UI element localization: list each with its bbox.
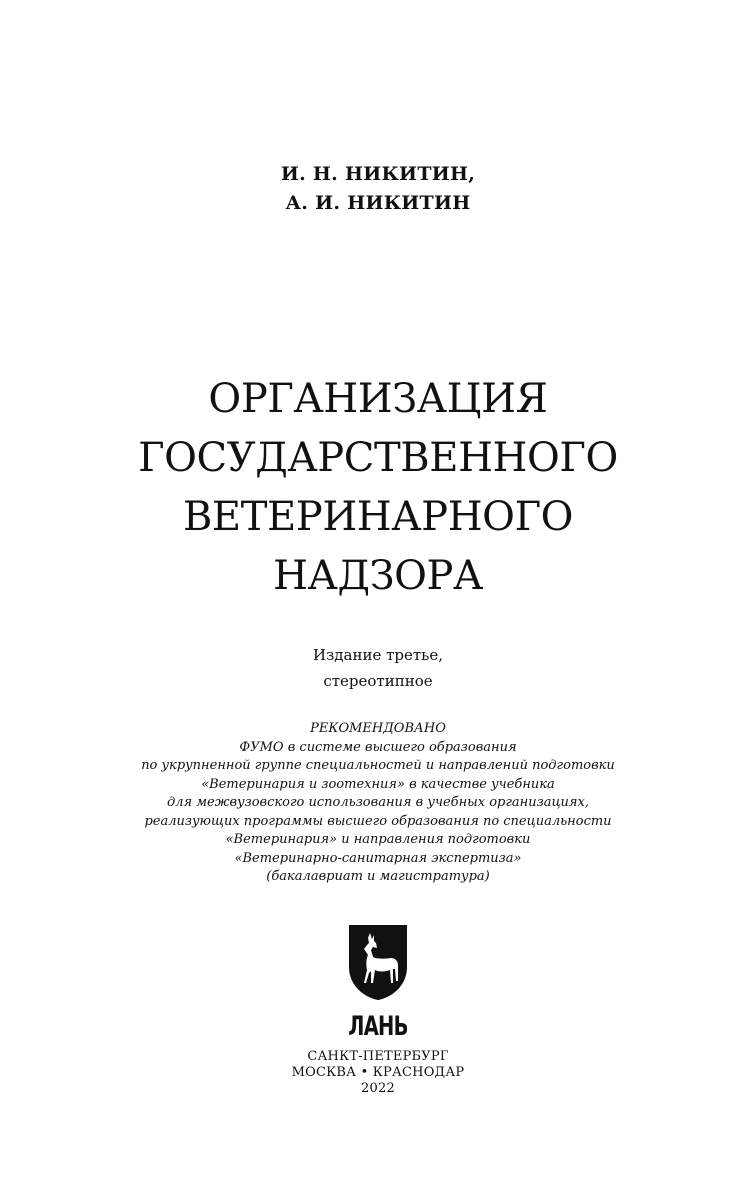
recommendation-line-6: реализующих программы высшего образования по специальности (144, 813, 612, 829)
recommendation-line-4: «Ветеринария и зоотехния» в качестве учебника (201, 776, 555, 792)
edition-line-2: стереотипное (323, 672, 433, 690)
title-line-4: НАДЗОРА (273, 553, 483, 599)
author-1: И. Н. НИКИТИН, (280, 163, 476, 185)
recommendation-line-7: «Ветеринария» и направления подготовки (225, 832, 531, 847)
recommendation-line-3: по укрупненной группе специальностей и направлений подготовки (141, 758, 615, 773)
imprint-year: 2022 (361, 1081, 395, 1096)
edition-note (0, 642, 756, 694)
imprint-cities-2: МОСКВА • КРАСНОДАР (291, 1065, 465, 1080)
publisher-logo (0, 923, 756, 1041)
recommendation-line-5: для межвузовского использования в учебных организациях, (167, 795, 589, 810)
recommendation-line-9: (бакалавриат и магистратура) (266, 869, 490, 884)
title-line-3: ВЕТЕРИНАРНОГО (182, 494, 574, 540)
publisher-logo-word: ЛАНЬ (348, 1011, 408, 1042)
deer-shield-icon (347, 923, 409, 1001)
recommendation-line-2: ФУМО в системе высшего образования (239, 739, 517, 755)
book-title (0, 370, 756, 606)
title-line-1: ОРГАНИЗАЦИЯ (208, 376, 548, 422)
imprint-block (0, 1049, 756, 1097)
author-2: А. И. НИКИТИН (285, 192, 471, 214)
title-line-2: ГОСУДАРСТВЕННОГО (138, 435, 618, 481)
recommendation-block (0, 720, 756, 887)
edition-line-1: Издание третье, (313, 646, 443, 664)
authors-block (0, 160, 756, 218)
imprint-city-1: САНКТ-ПЕТЕРБУРГ (307, 1049, 449, 1064)
recommendation-line-8: «Ветеринарно-санитарная экспертиза» (234, 850, 522, 866)
recommendation-line-1: РЕКОМЕНДОВАНО (310, 721, 446, 736)
